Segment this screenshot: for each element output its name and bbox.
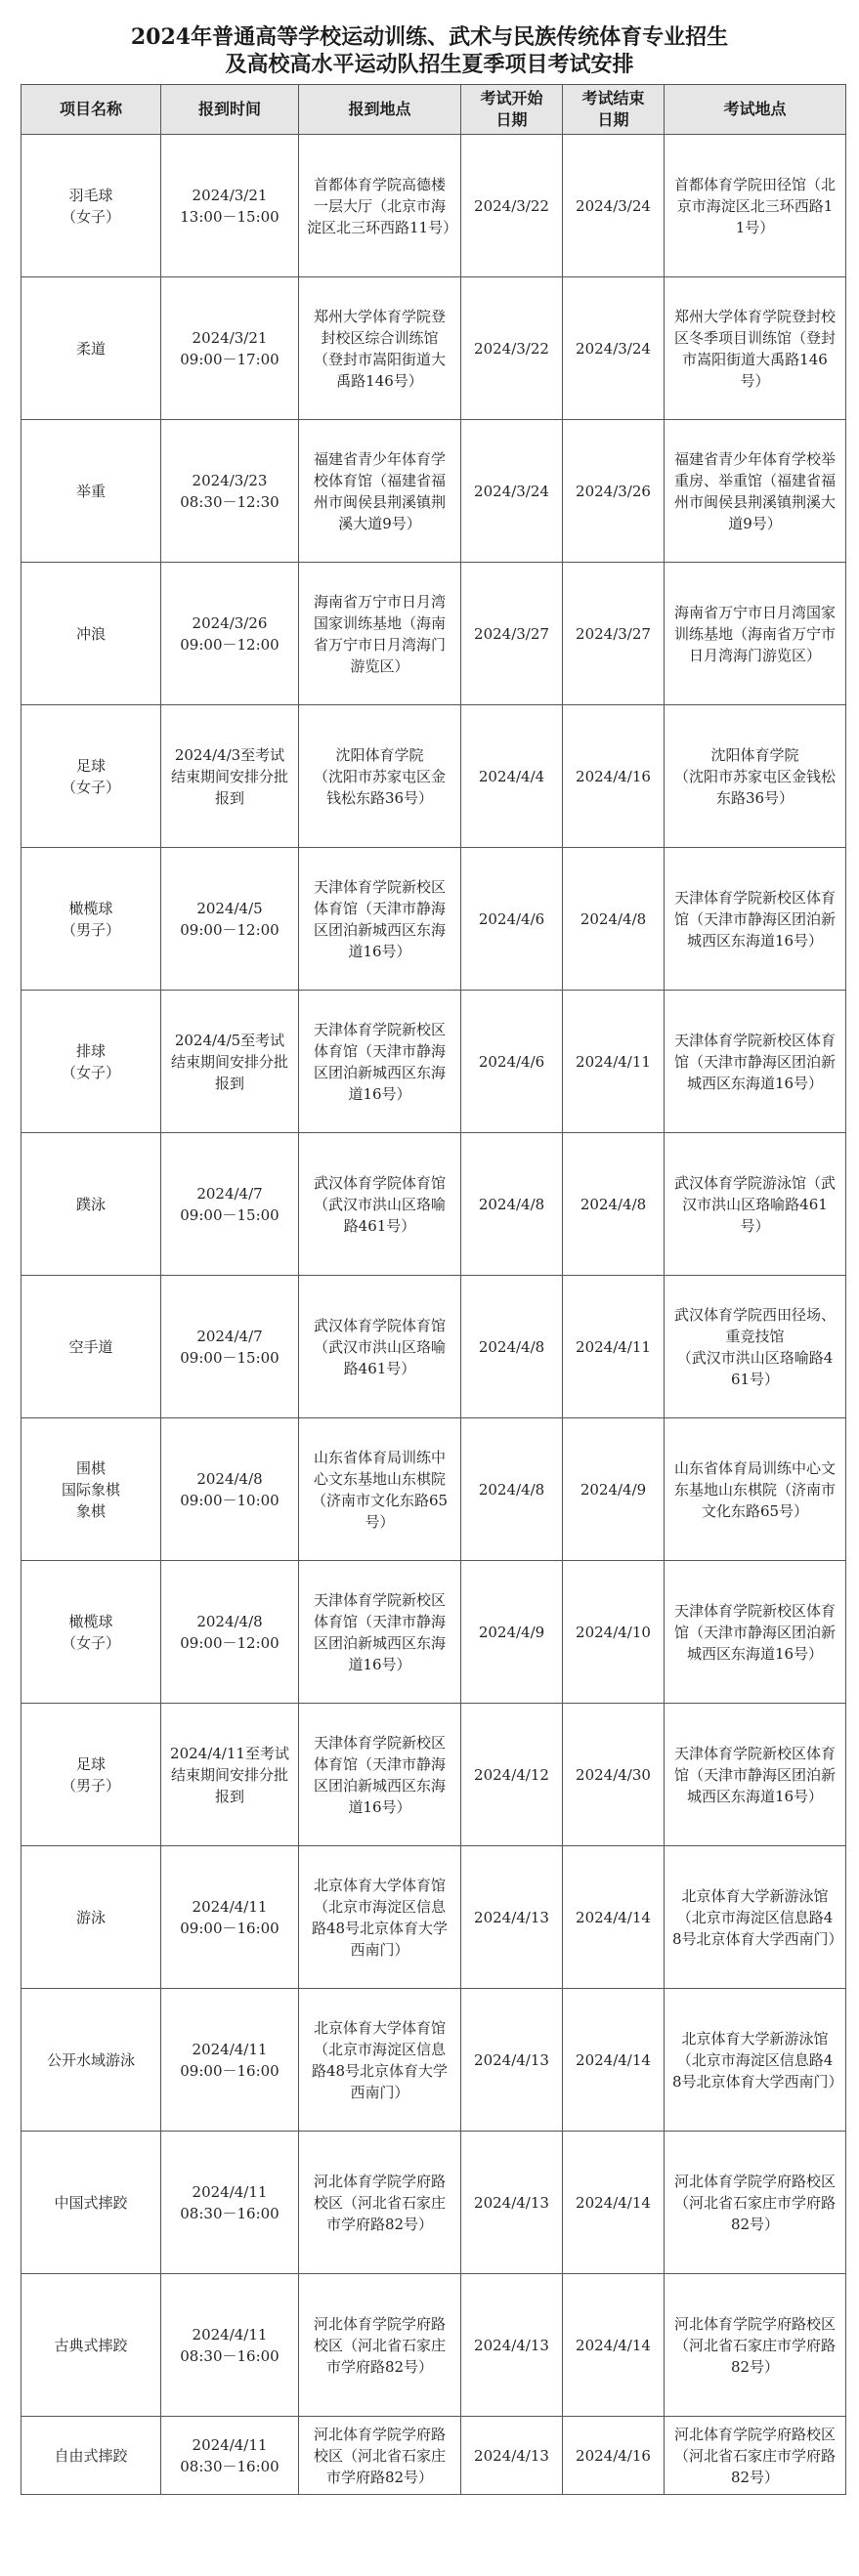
checkin-time-text: 2024/4/11 09:00－16:00 <box>180 1897 279 1937</box>
exam-place-cell <box>665 1846 846 1989</box>
checkin-time-cell <box>161 1276 299 1418</box>
exam-place-cell <box>665 1276 846 1418</box>
project-name-text: 冲浪 <box>75 624 106 643</box>
exam-start-date-cell <box>461 563 563 705</box>
exam-start-date-text: 2024/4/13 <box>474 2050 549 2069</box>
project-name-cell <box>21 705 161 848</box>
exam-place-cell <box>665 2132 846 2274</box>
checkin-time-cell <box>161 1133 299 1276</box>
exam-start-date-text: 2024/4/6 <box>478 1052 545 1071</box>
checkin-time-text: 2024/4/11至考试结束期间安排分批报到 <box>170 1744 289 1805</box>
exam-end-date-cell <box>563 1846 665 1989</box>
exam-end-date-text: 2024/4/14 <box>576 2336 651 2354</box>
project-name-cell <box>21 2417 161 2495</box>
table-body <box>21 135 846 2495</box>
header-project-name <box>21 85 161 135</box>
exam-place-cell <box>665 1704 846 1846</box>
project-name-text: 举重 <box>75 482 106 500</box>
project-name-cell <box>21 1418 161 1561</box>
project-name-cell <box>21 1989 161 2132</box>
exam-start-date-cell <box>461 1133 563 1276</box>
title-line-1: 2024年普通高等学校运动训练、武术与民族传统体育专业招生 <box>130 24 729 50</box>
checkin-time-text: 2024/4/5 09:00－12:00 <box>180 899 279 939</box>
exam-end-date-cell <box>563 135 665 277</box>
exam-end-date-text: 2024/4/16 <box>576 767 651 785</box>
exam-place-cell <box>665 1989 846 2132</box>
header-label: 考试结束 日期 <box>581 89 645 129</box>
project-name-text: 排球 （女子） <box>61 1041 120 1081</box>
exam-place-text: 天津体育学院新校区体育馆（天津市静海区团泊新城西区东海道16号） <box>673 1031 836 1092</box>
project-name-cell <box>21 991 161 1133</box>
table-row <box>21 2132 846 2274</box>
exam-start-date-text: 2024/4/13 <box>474 1908 549 1926</box>
exam-start-date-cell <box>461 848 563 991</box>
exam-place-cell <box>665 991 846 1133</box>
table-row <box>21 563 846 705</box>
checkin-place-cell <box>299 1846 461 1989</box>
checkin-place-text: 海南省万宁市日月湾国家训练基地（海南省万宁市日月湾海门游览区） <box>313 592 446 675</box>
checkin-place-cell <box>299 2132 461 2274</box>
exam-end-date-cell <box>563 848 665 991</box>
exam-place-cell <box>665 563 846 705</box>
checkin-time-cell <box>161 2274 299 2417</box>
project-name-cell <box>21 135 161 277</box>
checkin-time-cell <box>161 705 299 848</box>
exam-start-date-cell <box>461 2417 563 2495</box>
checkin-time-text: 2024/3/21 13:00－15:00 <box>180 186 279 226</box>
exam-place-cell <box>665 1418 846 1561</box>
header-label: 项目名称 <box>59 100 122 118</box>
checkin-time-text: 2024/4/3至考试结束期间安排分批报到 <box>170 745 288 807</box>
project-name-cell <box>21 1846 161 1989</box>
checkin-place-text: 天津体育学院新校区体育馆（天津市静海区团泊新城西区东海道16号） <box>313 1020 446 1103</box>
exam-end-date-text: 2024/3/26 <box>576 482 651 500</box>
exam-start-date-text: 2024/4/4 <box>478 767 545 785</box>
exam-start-date-text: 2024/4/8 <box>478 1480 545 1499</box>
checkin-time-text: 2024/3/23 08:30－12:30 <box>180 471 279 511</box>
table-row <box>21 705 846 848</box>
exam-start-date-cell <box>461 2132 563 2274</box>
exam-end-date-cell <box>563 1133 665 1276</box>
exam-place-cell <box>665 848 846 991</box>
title-line-2: 及高校高水平运动队招生夏季项目考试安排 <box>225 52 634 77</box>
checkin-time-cell <box>161 1704 299 1846</box>
checkin-place-text: 河北体育学院学府路校区（河北省石家庄市学府路82号） <box>313 2172 446 2233</box>
checkin-time-cell <box>161 2132 299 2274</box>
exam-place-text: 北京体育大学新游泳馆（北京市海淀区信息路48号北京体育大学西南门） <box>672 1886 843 1948</box>
exam-place-text: 天津体育学院新校区体育馆（天津市静海区团泊新城西区东海道16号） <box>673 1744 836 1805</box>
exam-place-cell <box>665 135 846 277</box>
checkin-place-text: 河北体育学院学府路校区（河北省石家庄市学府路82号） <box>313 2425 446 2486</box>
exam-start-date-cell <box>461 1561 563 1704</box>
exam-end-date-text: 2024/3/24 <box>576 339 651 358</box>
exam-end-date-cell <box>563 1704 665 1846</box>
exam-end-date-text: 2024/4/11 <box>576 1052 651 1071</box>
checkin-place-cell <box>299 2274 461 2417</box>
exam-end-date-text: 2024/3/27 <box>576 624 651 643</box>
checkin-time-text: 2024/4/5至考试结束期间安排分批报到 <box>170 1031 288 1092</box>
checkin-time-text: 2024/4/8 09:00－12:00 <box>180 1612 279 1652</box>
exam-end-date-text: 2024/4/30 <box>576 1765 651 1784</box>
exam-start-date-cell <box>461 705 563 848</box>
header-label: 报到地点 <box>348 100 411 118</box>
exam-place-text: 武汉体育学院游泳馆（武汉市洪山区珞喻路461号） <box>673 1173 836 1235</box>
checkin-place-cell <box>299 2417 461 2495</box>
exam-schedule-table <box>21 84 846 2495</box>
exam-place-text: 河北体育学院学府路校区（河北省石家庄市学府路82号） <box>673 2425 836 2486</box>
header-checkin-time <box>161 85 299 135</box>
header-exam-start <box>461 85 563 135</box>
project-name-text: 羽毛球 （女子） <box>61 186 120 226</box>
project-name-text: 空手道 <box>68 1337 113 1356</box>
checkin-time-text: 2024/4/11 09:00－16:00 <box>180 2040 279 2080</box>
exam-place-text: 北京体育大学新游泳馆（北京市海淀区信息路48号北京体育大学西南门） <box>672 2029 843 2090</box>
exam-place-text: 郑州大学体育学院登封校区冬季项目训练馆（登封市嵩阳街道大禹路146号） <box>673 307 836 390</box>
exam-end-date-cell <box>563 563 665 705</box>
exam-place-text: 首都体育学院田径馆（北京市海淀区北三环西路11号） <box>673 175 836 236</box>
checkin-time-text: 2024/4/7 09:00－15:00 <box>180 1184 279 1224</box>
table-row <box>21 277 846 420</box>
project-name-cell <box>21 2274 161 2417</box>
exam-place-cell <box>665 420 846 563</box>
checkin-place-cell <box>299 1418 461 1561</box>
exam-end-date-cell <box>563 705 665 848</box>
table-row <box>21 848 846 991</box>
project-name-text: 足球 （女子） <box>61 756 120 796</box>
checkin-place-text: 沈阳体育学院 （沈阳市苏家屯区金钱松东路36号） <box>313 745 446 807</box>
checkin-place-text: 山东省体育局训练中心文东基地山东棋院（济南市文化东路65号） <box>311 1448 449 1531</box>
project-name-text: 橄榄球 （男子） <box>61 899 120 939</box>
exam-end-date-cell <box>563 1276 665 1418</box>
exam-start-date-cell <box>461 1846 563 1989</box>
project-name-cell <box>21 1133 161 1276</box>
project-name-cell <box>21 848 161 991</box>
checkin-time-cell <box>161 563 299 705</box>
checkin-time-cell <box>161 1561 299 1704</box>
table-row <box>21 2417 846 2495</box>
project-name-text: 游泳 <box>75 1908 106 1926</box>
checkin-place-text: 首都体育学院高德楼一层大厅（北京市海淀区北三环西路11号） <box>307 175 458 236</box>
checkin-place-text: 北京体育大学体育馆（北京市海淀区信息路48号北京体育大学西南门） <box>311 2018 449 2101</box>
exam-place-text: 沈阳体育学院 （沈阳市苏家屯区金钱松东路36号） <box>673 745 836 807</box>
table-row <box>21 991 846 1133</box>
checkin-time-cell <box>161 1989 299 2132</box>
exam-place-text: 天津体育学院新校区体育馆（天津市静海区团泊新城西区东海道16号） <box>673 888 836 950</box>
exam-place-text: 河北体育学院学府路校区（河北省石家庄市学府路82号） <box>673 2314 836 2376</box>
checkin-place-cell <box>299 1561 461 1704</box>
exam-end-date-text: 2024/4/10 <box>576 1623 651 1641</box>
exam-start-date-cell <box>461 1276 563 1418</box>
exam-start-date-text: 2024/3/24 <box>474 482 549 500</box>
exam-place-cell <box>665 705 846 848</box>
header-exam-end <box>563 85 665 135</box>
exam-place-cell <box>665 2274 846 2417</box>
table-row <box>21 1704 846 1846</box>
exam-place-text: 海南省万宁市日月湾国家训练基地（海南省万宁市日月湾海门游览区） <box>673 603 836 664</box>
header-label: 考试开始 日期 <box>480 89 543 129</box>
exam-place-text: 天津体育学院新校区体育馆（天津市静海区团泊新城西区东海道16号） <box>673 1601 836 1663</box>
project-name-text: 公开水域游泳 <box>46 2050 135 2069</box>
exam-start-date-text: 2024/3/22 <box>474 339 549 358</box>
exam-place-cell <box>665 2417 846 2495</box>
project-name-text: 围棋 国际象棋 象棋 <box>61 1458 120 1520</box>
project-name-text: 蹼泳 <box>75 1195 106 1213</box>
exam-end-date-cell <box>563 1418 665 1561</box>
checkin-time-cell <box>161 848 299 991</box>
checkin-place-text: 北京体育大学体育馆（北京市海淀区信息路48号北京体育大学西南门） <box>311 1876 449 1959</box>
table-row <box>21 135 846 277</box>
exam-start-date-cell <box>461 2274 563 2417</box>
table-row <box>21 1989 846 2132</box>
header-row <box>21 85 846 135</box>
checkin-place-cell <box>299 848 461 991</box>
project-name-text: 橄榄球 （女子） <box>61 1612 120 1652</box>
checkin-place-cell <box>299 420 461 563</box>
project-name-text: 足球 （男子） <box>61 1754 120 1795</box>
exam-start-date-text: 2024/4/8 <box>478 1195 545 1213</box>
checkin-time-cell <box>161 991 299 1133</box>
exam-end-date-text: 2024/4/14 <box>576 1908 651 1926</box>
checkin-place-text: 武汉体育学院体育馆（武汉市洪山区珞喻路461号） <box>313 1173 446 1235</box>
checkin-place-text: 天津体育学院新校区体育馆（天津市静海区团泊新城西区东海道16号） <box>313 1733 446 1816</box>
checkin-time-cell <box>161 135 299 277</box>
exam-start-date-text: 2024/4/13 <box>474 2446 549 2465</box>
project-name-cell <box>21 2132 161 2274</box>
exam-end-date-cell <box>563 2417 665 2495</box>
project-name-cell <box>21 420 161 563</box>
project-name-text: 自由式摔跤 <box>54 2446 128 2465</box>
header-checkin-place <box>299 85 461 135</box>
exam-end-date-text: 2024/4/16 <box>576 2446 651 2465</box>
checkin-time-text: 2024/4/11 08:30－16:00 <box>180 2182 279 2222</box>
exam-end-date-text: 2024/4/9 <box>580 1480 647 1499</box>
exam-start-date-text: 2024/4/6 <box>478 909 545 928</box>
checkin-place-cell <box>299 705 461 848</box>
exam-end-date-text: 2024/4/14 <box>576 2050 651 2069</box>
exam-start-date-cell <box>461 1704 563 1846</box>
project-name-cell <box>21 1561 161 1704</box>
checkin-place-cell <box>299 1276 461 1418</box>
table-row <box>21 1846 846 1989</box>
exam-end-date-cell <box>563 277 665 420</box>
project-name-cell <box>21 1704 161 1846</box>
checkin-place-text: 武汉体育学院体育馆（武汉市洪山区珞喻路461号） <box>313 1316 446 1377</box>
document-title <box>0 0 859 78</box>
table-row <box>21 420 846 563</box>
exam-end-date-cell <box>563 991 665 1133</box>
table-row <box>21 1133 846 1276</box>
exam-end-date-cell <box>563 1989 665 2132</box>
exam-place-cell <box>665 277 846 420</box>
checkin-time-cell <box>161 1418 299 1561</box>
checkin-place-text: 郑州大学体育学院登封校区综合训练馆（登封市嵩阳街道大禹路146号） <box>313 307 446 390</box>
checkin-time-text: 2024/4/11 08:30－16:00 <box>180 2325 279 2365</box>
exam-end-date-cell <box>563 2132 665 2274</box>
checkin-time-text: 2024/3/21 09:00－17:00 <box>180 328 279 368</box>
checkin-time-cell <box>161 1846 299 1989</box>
checkin-time-text: 2024/3/26 09:00－12:00 <box>180 613 279 654</box>
project-name-cell <box>21 1276 161 1418</box>
exam-start-date-cell <box>461 277 563 420</box>
table-row <box>21 2274 846 2417</box>
project-name-text: 古典式摔跤 <box>54 2336 128 2354</box>
exam-end-date-text: 2024/4/8 <box>580 1195 647 1213</box>
exam-start-date-cell <box>461 135 563 277</box>
exam-place-text: 山东省体育局训练中心文东基地山东棋院（济南市文化东路65号） <box>673 1458 836 1520</box>
exam-end-date-cell <box>563 2274 665 2417</box>
exam-start-date-text: 2024/3/27 <box>474 624 549 643</box>
table-row <box>21 1418 846 1561</box>
exam-end-date-text: 2024/4/8 <box>580 909 647 928</box>
checkin-place-cell <box>299 991 461 1133</box>
checkin-place-cell <box>299 1989 461 2132</box>
table-row <box>21 1561 846 1704</box>
exam-end-date-text: 2024/4/11 <box>576 1337 651 1356</box>
header-label: 报到时间 <box>197 100 261 118</box>
exam-place-cell <box>665 1133 846 1276</box>
exam-start-date-cell <box>461 1418 563 1561</box>
project-name-cell <box>21 563 161 705</box>
checkin-place-cell <box>299 277 461 420</box>
exam-end-date-text: 2024/4/14 <box>576 2193 651 2212</box>
exam-start-date-cell <box>461 991 563 1133</box>
exam-place-text: 河北体育学院学府路校区（河北省石家庄市学府路82号） <box>673 2172 836 2233</box>
checkin-place-text: 河北体育学院学府路校区（河北省石家庄市学府路82号） <box>313 2314 446 2376</box>
exam-start-date-cell <box>461 420 563 563</box>
table-header <box>21 85 846 135</box>
exam-place-text: 武汉体育学院西田径场、重竞技馆 （武汉市洪山区珞喻路461号） <box>673 1305 836 1388</box>
checkin-place-cell <box>299 563 461 705</box>
project-name-text: 中国式摔跤 <box>54 2193 128 2212</box>
checkin-place-cell <box>299 135 461 277</box>
header-label: 考试地点 <box>723 100 787 118</box>
checkin-time-text: 2024/4/8 09:00－10:00 <box>180 1469 279 1509</box>
exam-end-date-cell <box>563 1561 665 1704</box>
checkin-time-cell <box>161 420 299 563</box>
checkin-place-text: 天津体育学院新校区体育馆（天津市静海区团泊新城西区东海道16号） <box>313 1590 446 1673</box>
exam-start-date-text: 2024/4/12 <box>474 1765 549 1784</box>
exam-end-date-text: 2024/3/24 <box>576 196 651 215</box>
checkin-time-text: 2024/4/7 09:00－15:00 <box>180 1327 279 1367</box>
exam-start-date-text: 2024/3/22 <box>474 196 549 215</box>
checkin-place-cell <box>299 1704 461 1846</box>
checkin-place-text: 天津体育学院新校区体育馆（天津市静海区团泊新城西区东海道16号） <box>313 877 446 960</box>
exam-place-cell <box>665 1561 846 1704</box>
header-exam-place <box>665 85 846 135</box>
checkin-time-text: 2024/4/11 08:30－16:00 <box>180 2435 279 2475</box>
project-name-text: 柔道 <box>75 339 106 358</box>
exam-start-date-cell <box>461 1989 563 2132</box>
table-row <box>21 1276 846 1418</box>
exam-place-text: 福建省青少年体育学校举重房、举重馆（福建省福州市闽侯县荆溪镇荆溪大道9号） <box>673 449 836 532</box>
checkin-place-cell <box>299 1133 461 1276</box>
checkin-time-cell <box>161 277 299 420</box>
exam-start-date-text: 2024/4/13 <box>474 2336 549 2354</box>
exam-start-date-text: 2024/4/13 <box>474 2193 549 2212</box>
exam-end-date-cell <box>563 420 665 563</box>
exam-start-date-text: 2024/4/9 <box>478 1623 545 1641</box>
exam-start-date-text: 2024/4/8 <box>478 1337 545 1356</box>
checkin-time-cell <box>161 2417 299 2495</box>
checkin-place-text: 福建省青少年体育学校体育馆（福建省福州市闽侯县荆溪镇荆溪大道9号） <box>313 449 446 532</box>
project-name-cell <box>21 277 161 420</box>
